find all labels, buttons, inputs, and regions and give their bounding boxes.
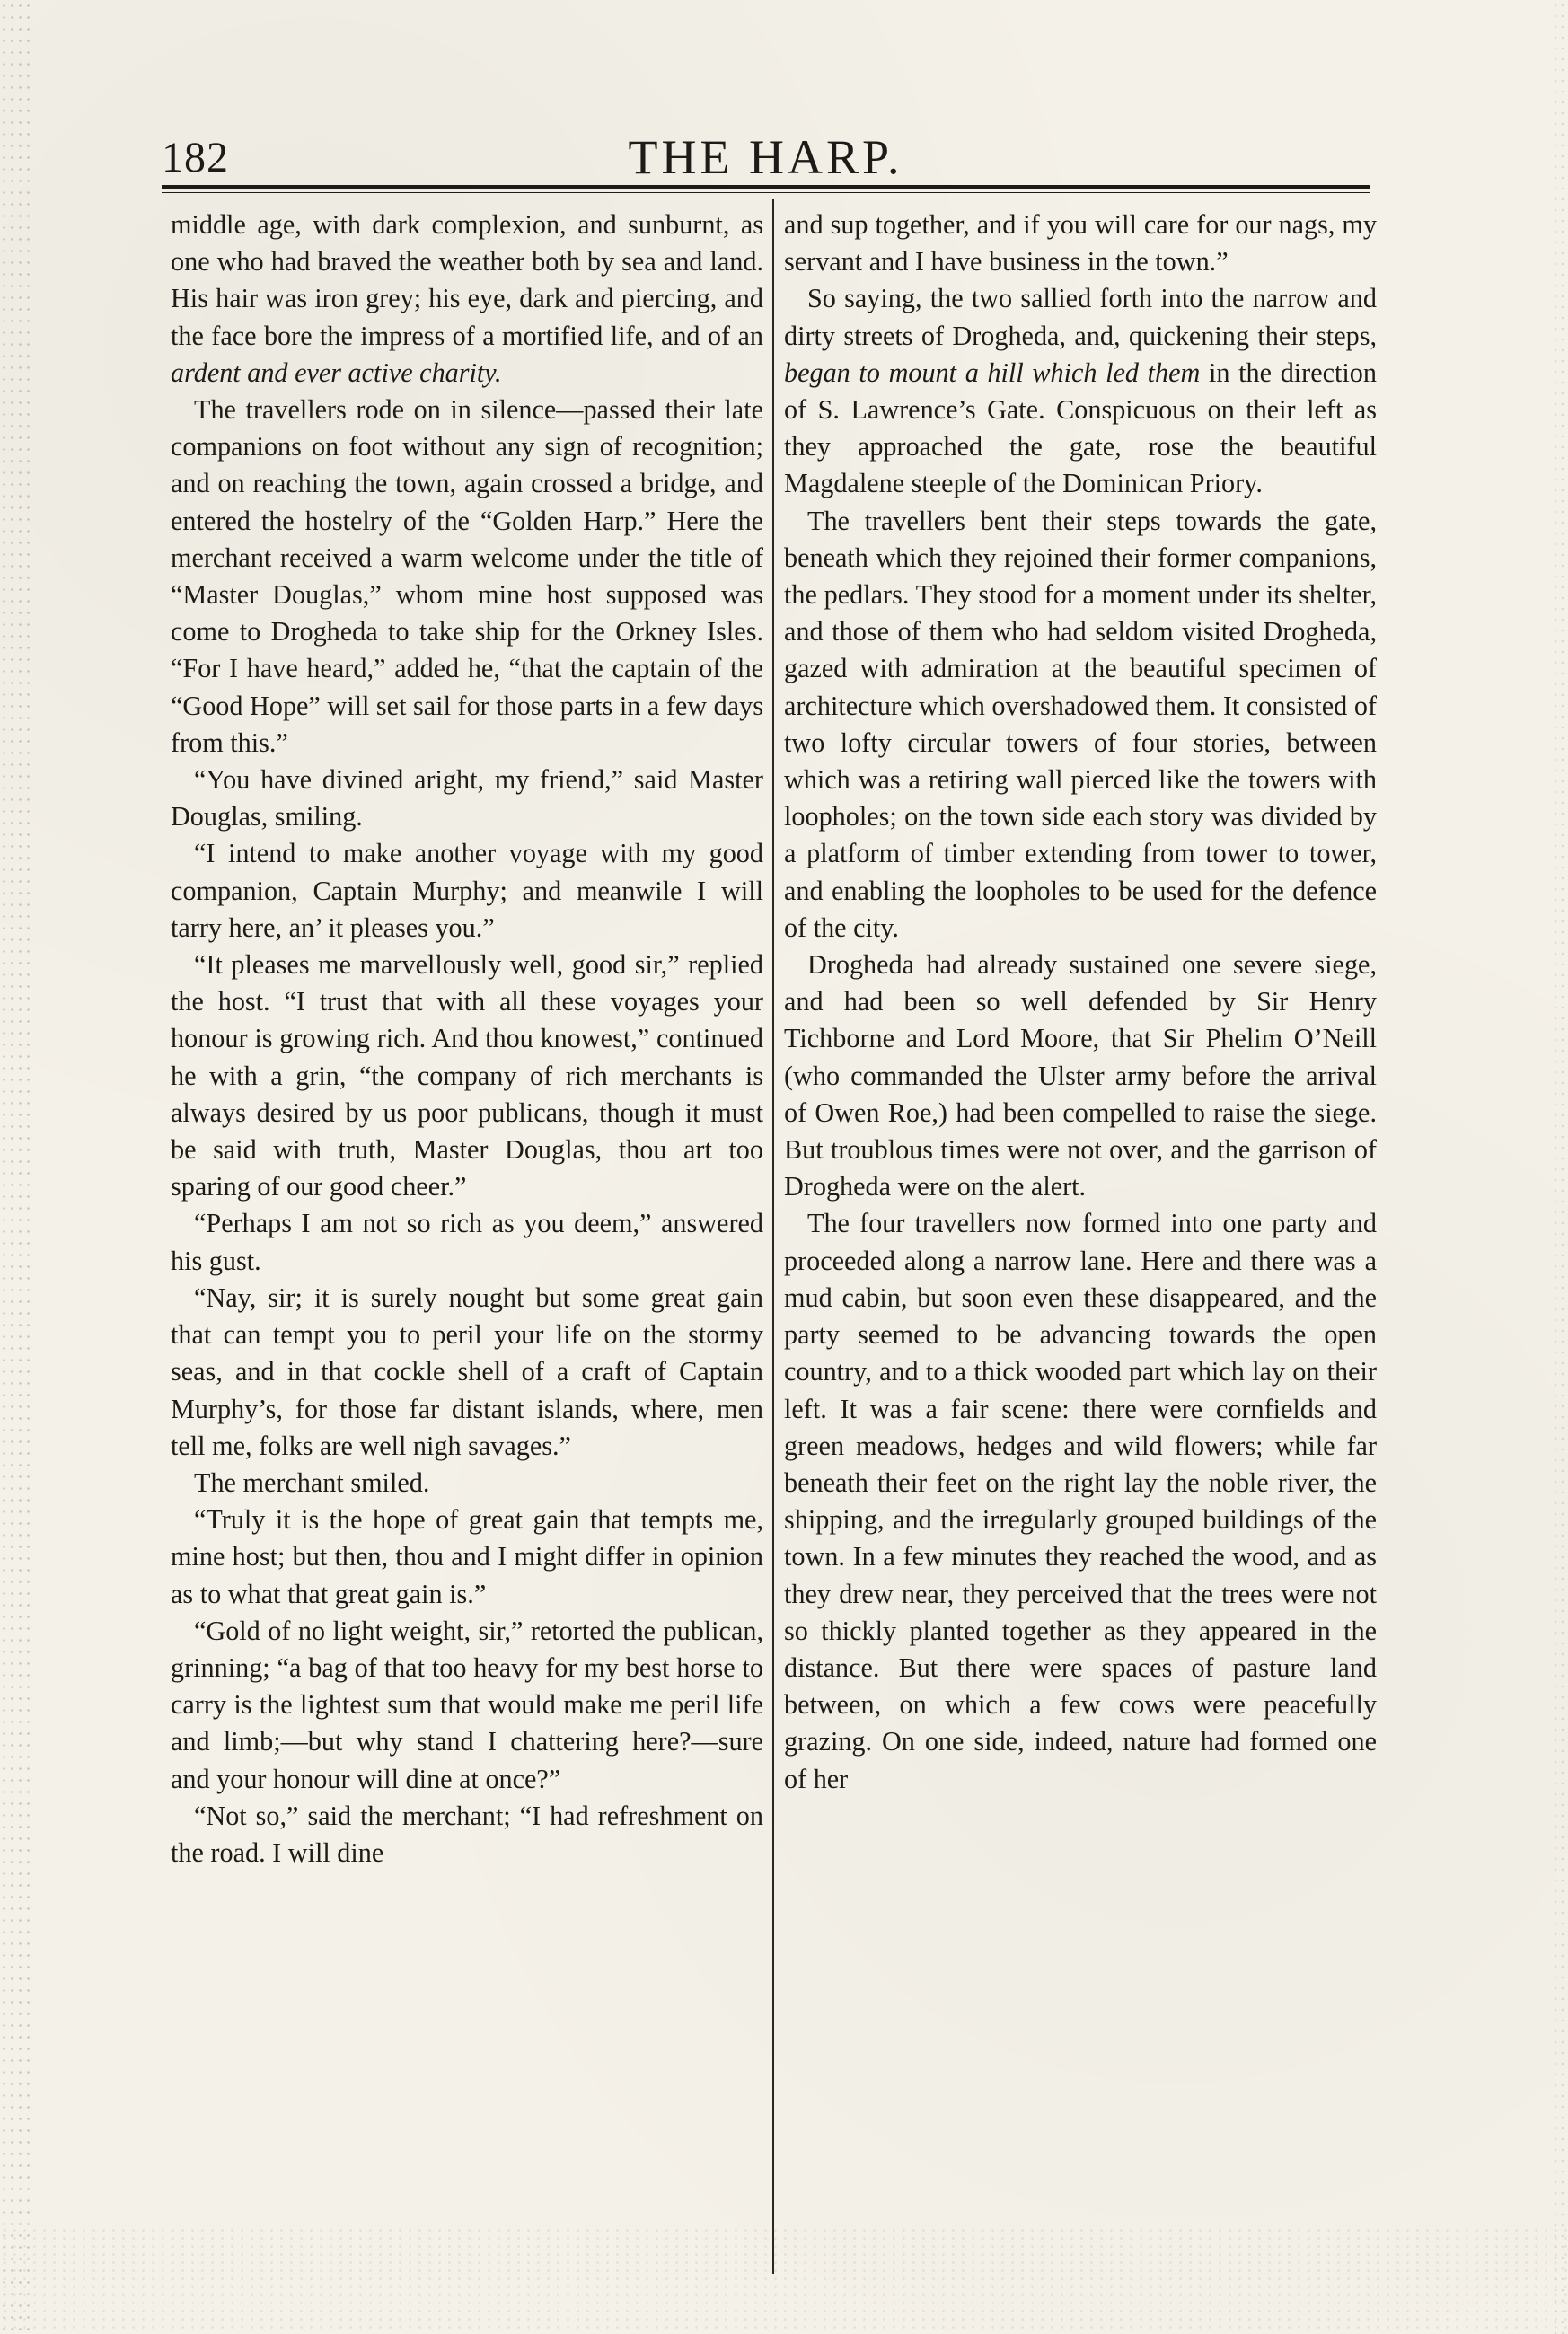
paragraph: and sup together, and if you will care for our nags, my servant and I have business in the town.” <box>784 209 1377 277</box>
paragraph <box>171 207 763 392</box>
column-divider <box>772 199 774 2274</box>
paragraph: “Truly it is the hope of great gain that tempts me, mine host; but then, thou and I might differ in opinion as to what that great gain is.” <box>171 1504 763 1609</box>
paragraph-text: in the direction of S. Lawrence’s Gate. Conspicuous on their left as they approached the gate, rose the beautiful Magdalene steeple of the Dominican Priory. <box>784 357 1377 499</box>
right-column <box>784 207 1377 2290</box>
header-rule <box>162 185 1370 193</box>
paragraph-text: So saying, the two sallied forth into the narrow and dirty streets of Drogheda, and, quickening their steps, <box>784 283 1377 351</box>
paragraph: Drogheda had already sustained one severe siege, and had been so well defended by Sir Henry Tichborne and Lord Moore, that Sir Phelim O’Neill (who commanded the Ulster army before the arrival of Owen Roe,) had been compelled to raise the siege. But troublous times were not over, and the garrison of Drogheda were on the alert. <box>784 949 1377 1202</box>
paragraph: “Nay, sir; it is surely nought but some great gain that can tempt you to peril your life on the stormy seas, and in that cockle shell of a craft of Captain Murphy’s, for those far distant islands, where, men tell me, folks are well nigh savages.” <box>171 1281 763 1461</box>
paragraph-text: middle age, with dark complexion, and sunburnt, as one who had braved the weather both by sea and land. His hair was iron grey; his eye, dark and piercing, and the face bore the impress of a mortified life, and of an <box>171 209 763 351</box>
paragraph: “It pleases me marvellously well, good sir,” replied the host. “I trust that with all these voyages your honour is growing rich. And thou knowest,” continued he with a grin, “the company of rich merchants is always desired by us poor publicans, though it must be said with truth, Master Douglas, thou art too sparing of our good cheer.” <box>171 949 763 1202</box>
running-title: THE HARP. <box>628 130 903 184</box>
page-number: 182 <box>162 134 229 181</box>
paragraph: The travellers rode on in silence—passed their late companions on foot without any sign of recognition; and on reaching the town, again crossed a bridge, and entered the hostelry of the “Golden Harp.” Here the merchant received a warm welcome under the title of “Master Douglas,” whom mine host supposed was come to Drogheda to take ship for the Orkney Isles. “For I have heard,” added he, “that the captain of the “Good Hope” will set sail for those parts in a few days from this.” <box>171 394 763 758</box>
paragraph: The four travellers now formed into one party and proceeded along a narrow lane. Here and there was a mud cabin, but soon even these disappeared, and the party seemed to be advancing towards the open country, and to a thick wooded part which lay on their left. It was a fair scene: there were cornfields and green meadows, hedges and wild flowers; while far beneath their feet on the right lay the noble river, the shipping, and the irregularly grouped buildings of the town. In a few minutes they reached the wood, and as they drew near, they perceived that the trees were not so thickly planted together as they appeared in the distance. But there were spaces of pasture land between, on which a few cows were peacefully grazing. On one side, indeed, nature had formed one of her <box>784 1208 1377 1794</box>
left-column <box>171 207 763 2290</box>
right-margin-noise <box>1552 0 1568 2334</box>
paragraph <box>784 280 1377 502</box>
paragraph-italic-text: began to mount a hill which led them <box>784 357 1201 388</box>
paragraph: The travellers bent their steps towards the gate, beneath which they rejoined their former companions, the pedlars. They stood for a moment under its shelter, and those of them who had seldom visited Drogheda, gazed with admiration at the beautiful specimen of architecture which overshadowed them. It consisted of two lofty circular towers of four stories, between which was a retiring wall pierced like the towers with loopholes; on the town side each story was divided by a platform of timber extending from tower to tower, and enabling the loopholes to be used for the defence of the city. <box>784 505 1377 943</box>
paragraph-italic-text: ardent and ever active charity. <box>171 357 502 388</box>
page-header <box>162 126 1370 189</box>
paragraph: “I intend to make another voyage with my good companion, Captain Murphy; and meanwile I will tarry here, an’ it pleases you.” <box>171 838 763 943</box>
paragraph: “Perhaps I am not so rich as you deem,” answered his gust. <box>171 1208 763 1276</box>
left-margin-noise <box>0 0 31 2334</box>
paragraph: “You have divined aright, my friend,” said Master Douglas, smiling. <box>171 764 763 832</box>
paragraph: “Gold of no light weight, sir,” retorted the publican, grinning; “a bag of that too heavy for my best horse to carry is the lightest sum that would make me peril life and limb;—but why stand I chattering here?—sure and your honour will dine at once?” <box>171 1615 763 1794</box>
paragraph: “Not so,” said the merchant; “I had refreshment on the road. I will dine <box>171 1800 763 1868</box>
paragraph: The merchant smiled. <box>194 1466 430 1498</box>
